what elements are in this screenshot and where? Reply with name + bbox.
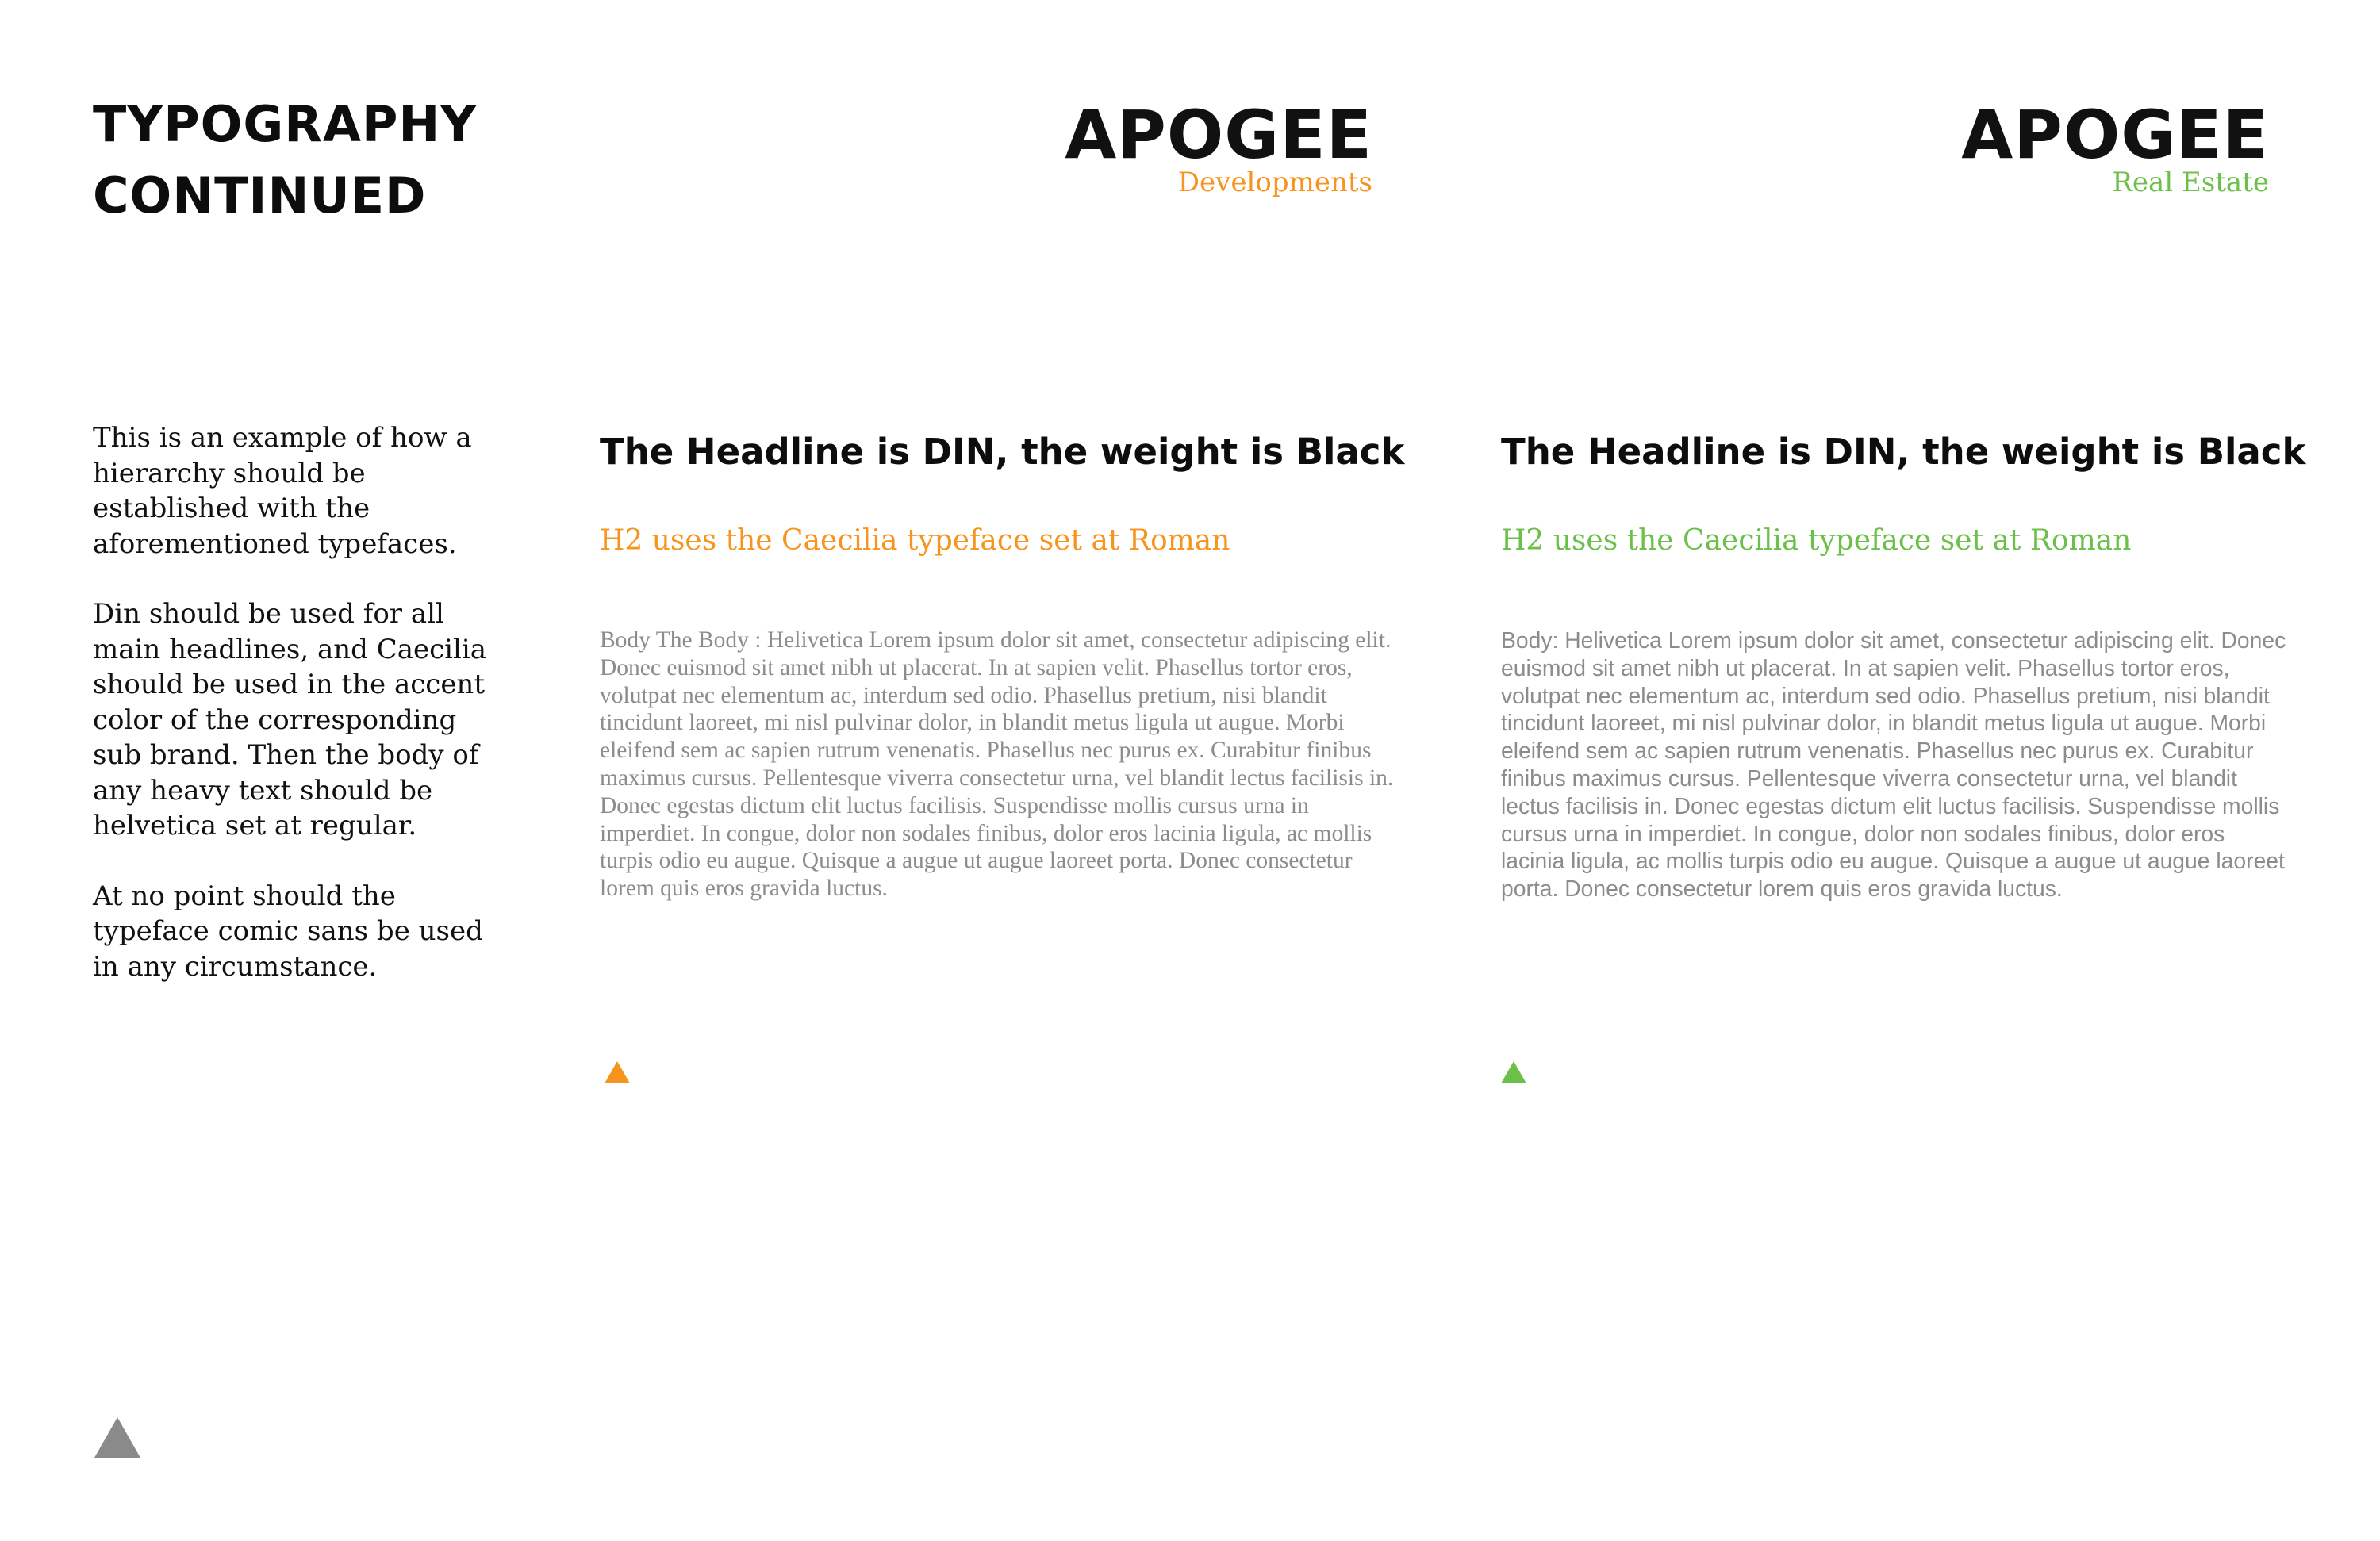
triangle-icon	[1501, 1061, 1526, 1083]
real-estate-headline-sample: The Headline is DIN, the weight is Black	[1501, 431, 2306, 473]
logo-apogee-real-estate	[1825, 96, 2269, 198]
logo-wordmark: APOGEE	[1065, 96, 1372, 174]
page-title-line-2: CONTINUED	[93, 167, 427, 224]
intro-paragraph-3: At no point should the typeface comic sans be used in any circumstance.	[93, 880, 483, 983]
triangle-icon	[605, 1061, 630, 1083]
developments-h2-sample: H2 uses the Caecilia typeface set at Roman	[600, 524, 1230, 557]
intro-text	[93, 420, 505, 1019]
page-title-line-1: TYPOGRAPHY	[93, 95, 478, 153]
triangle-icon	[94, 1417, 140, 1458]
real-estate-body-sample: Body: Helivetica Lorem ipsum dolor sit amet, consectetur adipiscing elit. Donec euismod sit amet nibh ut placerat. In at sapien velit. Phasellus tortor eros, volutpat nec elementum ac, interdum sed odio. Phasellus pretium, nisi blandit tincidunt laoreet, mi nisl pulvinar dolor, in blandit metus ligula ut augue. Morbi eleifend sem ac sapien rutrum venenatis. Phasellus nec purus ex. Curabitur finibus maximus cursus. Pellentesque viverra consectetur urna, vel blandit lectus facilisis in. Donec egestas dictum elit luctus facilisis. Suspendisse mollis cursus urna in imperdiet. In congue, dolor non sodales finibus, dolor eros lacinia ligula, ac mollis turpis odio eu augue. Quisque a augue ut augue laoreet porta. Donec consectetur lorem quis eros gravida luctus.	[1501, 627, 2286, 902]
page-title	[93, 89, 477, 232]
logo-subbrand: Developments	[1177, 167, 1372, 198]
developments-body-sample: Body The Body : Helivetica Lorem ipsum dolor sit amet, consectetur adipiscing elit. Donec euismod sit amet nibh ut placerat. In at sapien velit. Phasellus tortor eros, volutpat nec elementum ac, interdum sed odio. Phasellus pretium, nisi blandit tincidunt laoreet, mi nisl pulvinar dolor, in blandit metus ligula ut augue. Morbi eleifend sem ac sapien rutrum venenatis. Phasellus nec purus ex. Curabitur finibus maximus cursus. Pellentesque viverra consectetur urna, vel blandit lectus facilisis in. Donec egestas dictum elit luctus facilisis. Suspendisse mollis cursus urna in imperdiet. In congue, dolor non sodales finibus, dolor eros lacinia ligula, ac mollis turpis odio eu augue. Quisque a augue ut augue laoreet porta. Donec consectetur lorem quis eros gravida luctus.	[600, 627, 1394, 902]
logo-apogee-developments	[928, 96, 1372, 198]
intro-paragraph-1: This is an example of how a hierarchy should be established with the aforementioned typefaces.	[93, 422, 472, 560]
real-estate-h2-sample: H2 uses the Caecilia typeface set at Roman	[1501, 524, 2132, 557]
intro-paragraph-2: Din should be used for all main headlines, and Caecilia should be used in the accent color of the corresponding sub brand. Then the body of any heavy text should be helvetica set at regular.	[93, 598, 487, 841]
logo-wordmark: APOGEE	[1961, 96, 2269, 174]
developments-headline-sample: The Headline is DIN, the weight is Black	[600, 431, 1405, 473]
logo-subbrand: Real Estate	[2112, 167, 2269, 198]
